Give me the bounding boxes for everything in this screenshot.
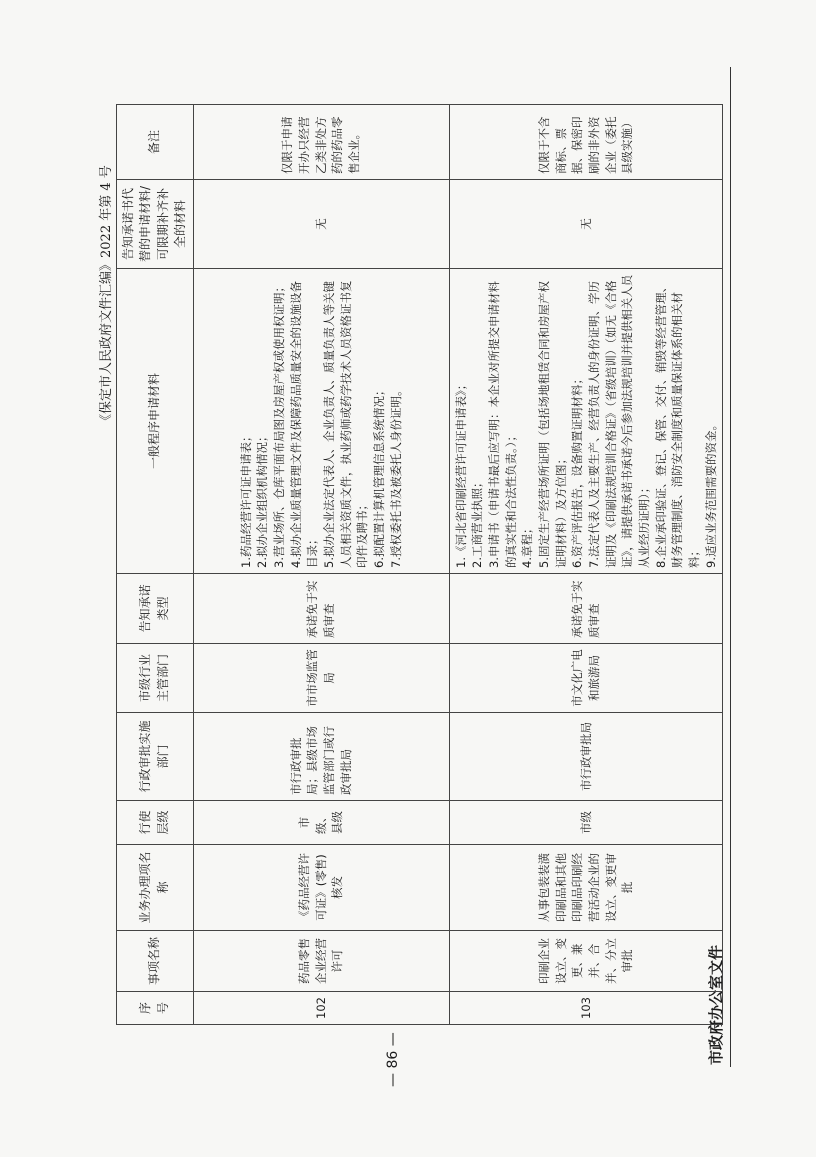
table-header-row: [117, 105, 194, 1025]
row-remarks: 仅限于申请开办只经营乙类非处方药的药品零售企业。: [193, 105, 449, 180]
material-item: 5.拟办企业法定代表人、企业负责人、质量负责人等关键人员相关资质文件，执业药师或药学技术人员资格证书复印件及聘书；: [322, 280, 370, 568]
row-item-name: 印刷企业设立、变更、兼并、合并、分立审批: [449, 931, 723, 992]
row-level: 市级: [449, 801, 723, 845]
material-item: 8.企业承印验证、登记、保管、交付、销毁等经营管理、财务管理制度、消防安全制度和质量保证体系的相关材料；: [653, 281, 701, 568]
header-promise-type: 告知承诺类型: [117, 574, 194, 644]
row-promise-materials: 无: [193, 180, 449, 269]
table-row: [193, 105, 449, 1025]
material-item: 3.申请书（申请书最后应写明：本企业对所提交申请材料的真实性和合法性负责。）；: [486, 281, 518, 568]
row-promise-type: 承诺免于实质审查: [193, 574, 449, 644]
material-item: 1.药品经营许可证申请表；: [238, 430, 253, 568]
row-seq: 103: [449, 992, 723, 1025]
material-item: 6.资产评估报告，设备购置证明材料；: [570, 373, 585, 568]
material-item: 6.拟配置计算机管理信息系统情况；: [372, 384, 387, 568]
row-item-name: 药品零售企业经营许可: [193, 931, 449, 992]
material-item: 2.拟办企业组织机构情况；: [255, 430, 270, 568]
row-sub-item: 《药品经营许可证》(零售)核发: [193, 845, 449, 931]
row-level: 市级、县级: [193, 801, 449, 845]
material-item: 4.拟办企业质量管理文件及保障药品质量安全的设施设备目录；: [288, 281, 320, 568]
material-item: 2.工商营业执照；: [470, 476, 485, 568]
row-industry: 市文化广电和旅游局: [449, 644, 723, 713]
row-promise-materials: 无: [449, 180, 723, 269]
row-sub-item: 从事包装装潢印刷品和其他印刷品印刷经营活动企业的设立、变更审批: [449, 845, 723, 931]
material-item: 7.法定代表人及主要生产、经营负责人的身份证明、学历证明及《印刷法规培训合格证》（省级培训）（如无《合格证》，请提供承诺书承诺今后参加法规培训并提供相关人员从业经历证明）；: [586, 274, 651, 568]
row-remarks: 仅限于不含商标、票据、保密印刷的非外资企业（委托县级实施）: [449, 105, 723, 180]
row-seq: 102: [193, 992, 449, 1025]
material-item: 3.营业场所、仓库平面布局图及房屋产权或使用权证明；: [272, 281, 287, 568]
header-seq: 序号: [117, 992, 194, 1025]
row-dept: 市行政审批局: [449, 713, 723, 801]
header-materials: 一般程序申请材料: [117, 269, 194, 574]
material-item: 4.章程；: [520, 522, 535, 568]
header-rule: [730, 67, 731, 1067]
material-item: 1.《河北省印刷经营许可证申请表》；: [453, 378, 468, 568]
material-item: 5.固定生产经营场所证明（包括场地租赁合同和房屋产权证明材料）及方位图；: [536, 281, 568, 568]
header-dept: 行政审批实施部门: [117, 713, 194, 801]
header-industry: 市级行业主管部门: [117, 644, 194, 713]
header-sub-item: 业务办理项名称: [117, 845, 194, 931]
header-office-title: 市政府办公室文件: [707, 944, 725, 1065]
header-item-name: 事项名称: [117, 931, 194, 992]
page-number: — 86 —: [385, 1032, 401, 1087]
header-promise-materials: 告知承诺书代替的申请材料/可限期补齐补全的材料: [117, 180, 194, 269]
table-row: [449, 105, 723, 1025]
row-dept: 市行政审批局；县级市场监管部门或行政审批局: [193, 713, 449, 801]
row-materials: [193, 269, 449, 574]
approval-items-table: [116, 104, 723, 1025]
header-level: 行使层级: [117, 801, 194, 845]
material-item: 7.授权委托书及被委托人身份证明。: [388, 384, 403, 568]
row-promise-type: 承诺免于实质审查: [449, 574, 723, 644]
material-item: 9.适应业务范围需要的资金。: [703, 419, 718, 568]
row-industry: 市市场监管局: [193, 644, 449, 713]
header-remarks: 备注: [117, 105, 194, 180]
row-materials: [449, 269, 723, 574]
header-publication-title: 《保定市人民政府文件汇编》2022 年第 4 号: [99, 165, 114, 427]
